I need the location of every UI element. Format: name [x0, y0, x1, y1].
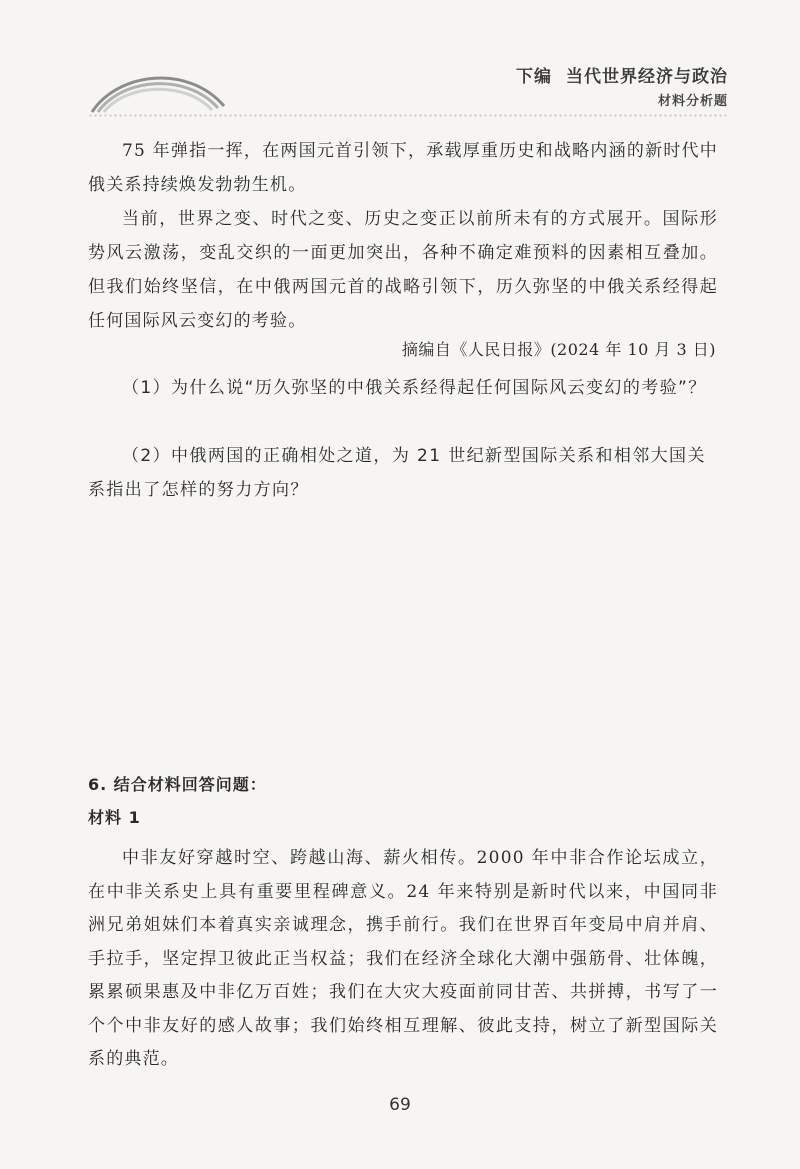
question-2: （2）中俄两国的正确相处之道，为 21 世纪新型国际关系和相邻大国关系指出了怎样的努力方向？: [88, 446, 706, 500]
header-subtitle: 材料分析题: [657, 94, 728, 109]
header-arc-decoration: [88, 66, 228, 114]
question-1: （1）为什么说“历久弥坚的中俄关系经得起任何国际风云变幻的考验”？: [122, 378, 707, 398]
header-part: 下编: [516, 67, 552, 87]
material-1-label: 材料 1: [88, 808, 141, 827]
page-number: 69: [389, 1095, 411, 1115]
material-1-paragraph: 中非友好穿越时空、跨越山海、薪火相传。2000 年中非合作论坛成立，在中非关系史上具有重要里程碑意义。24 年来特别是新时代以来，中国同非洲兄弟姐妹们本着真实亲诚理念，携手前行。我们在世界百年变局中肩并肩、手拉手，坚定捍卫彼此正当权益；我们在经济全球化大潮中强筋骨、壮体魄，累累硕果惠及中非亿万百姓；我们在大灾大疫面前同甘苦、共拼搏，书写了一个个中非友好的感人故事；我们始终相互理解、彼此支持，树立了新型国际关系的典范。: [88, 848, 718, 1069]
passage-source: 摘编自《人民日报》(2024 年 10 月 3 日): [401, 340, 716, 359]
header-divider: [88, 114, 728, 117]
section-6-title: 6. 结合材料回答问题：: [88, 775, 267, 794]
passage-paragraph-1: 75 年弹指一挥，在两国元首引领下，承载厚重历史和战略内涵的新时代中俄关系持续焕发勃勃生机。: [88, 141, 718, 195]
header-chapter: 当代世界经济与政治: [566, 67, 728, 87]
passage-paragraph-2: 当前，世界之变、时代之变、历史之变正以前所未有的方式展开。国际形势风云激荡，变乱交织的一面更加突出，各种不确定难预料的因素相互叠加。但我们始终坚信，在中俄两国元首的战略引领下，历久弥坚的中俄关系经得起任何国际风云变幻的考验。: [88, 209, 718, 331]
header-title: [516, 62, 728, 87]
